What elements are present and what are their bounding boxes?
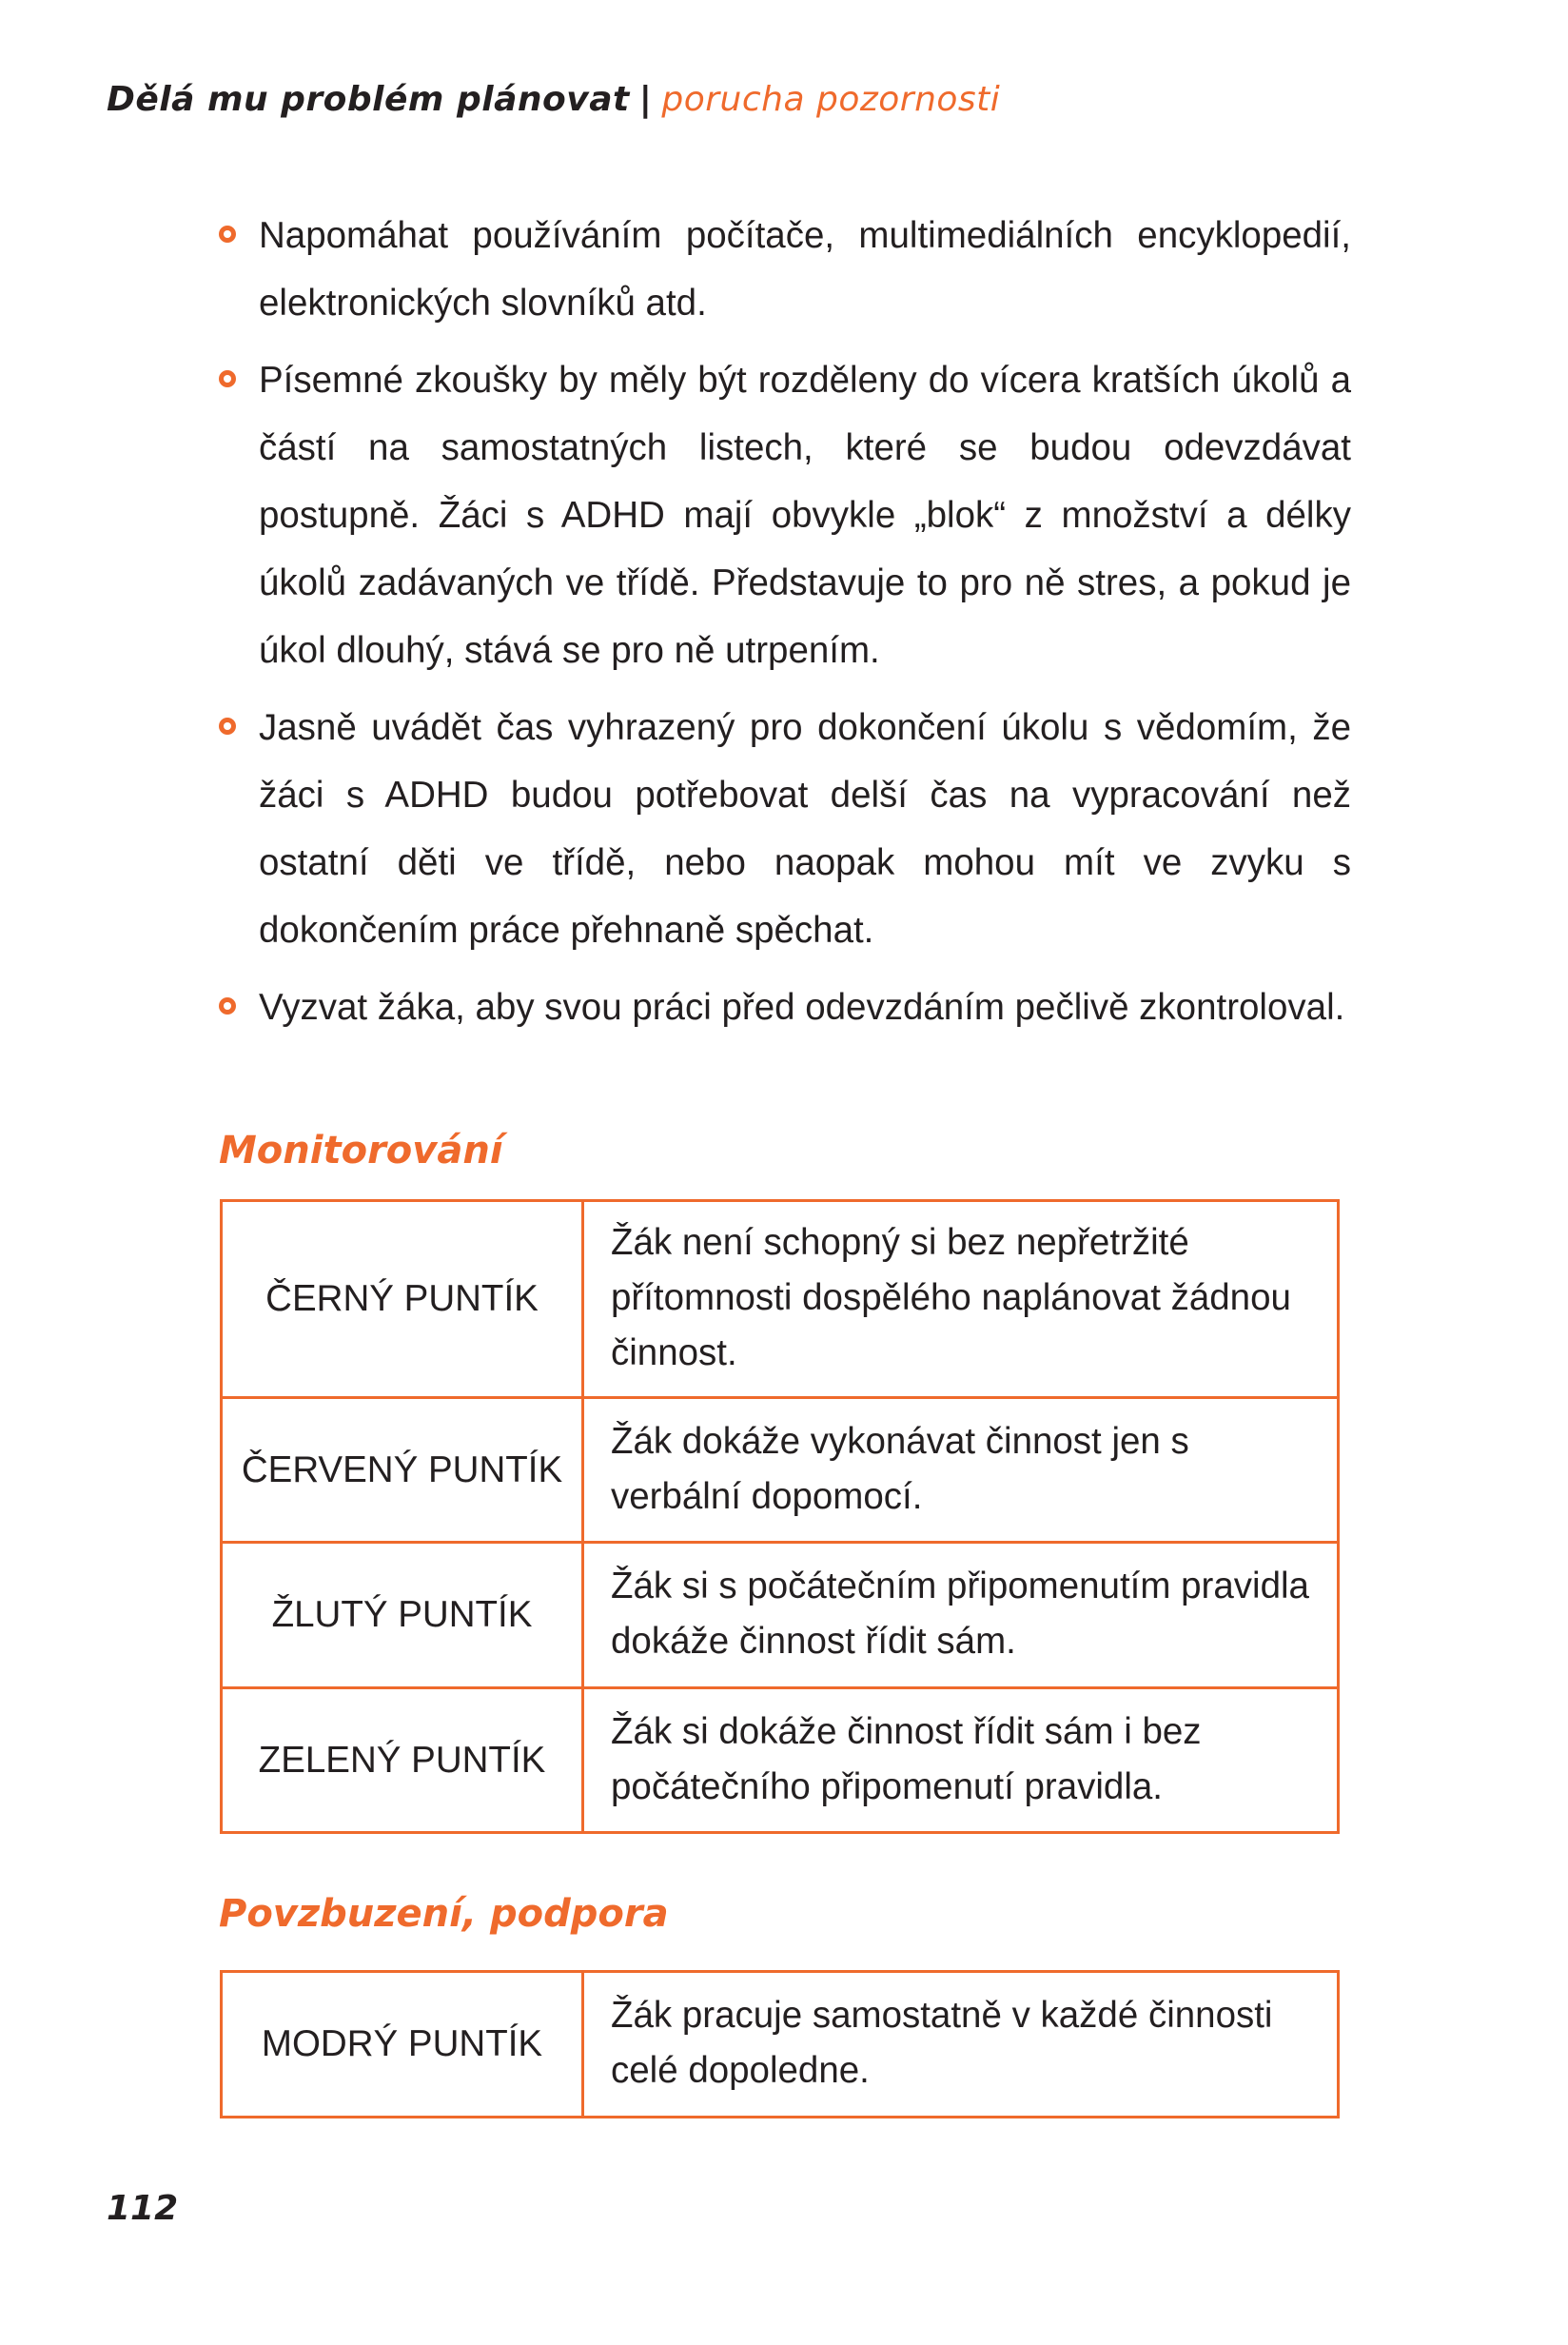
running-head-title: Dělá mu problém plánovat — [107, 80, 630, 119]
level-cell: ZELENÝ PUNTÍK — [222, 1688, 583, 1833]
bullet-text: Jasně uvádět čas vyhrazený pro dokončení úkolu s vědomím, že žáci s ADHD budou potřebovat delší čas na vypracování než ostatní děti ve třídě, nebo naopak mohou mít ve zvyku s dokončením práce přehnaně spěchat. — [259, 707, 1351, 951]
bullet-item — [219, 202, 1351, 337]
bullet-dot-icon — [219, 997, 236, 1015]
table-row — [222, 1972, 1339, 2118]
table-row — [222, 1201, 1339, 1398]
page-number: 112 — [107, 2189, 179, 2228]
description-cell: Žák pracuje samostatně v každé činnosti celé dopoledne. — [583, 1972, 1339, 2118]
level-cell: MODRÝ PUNTÍK — [222, 1972, 583, 2118]
description-cell: Žák není schopný si bez nepřetržité přítomnosti dospělého naplánovat žádnou činnost. — [583, 1201, 1339, 1398]
bullet-list — [219, 202, 1351, 1051]
level-cell: ČERVENÝ PUNTÍK — [222, 1398, 583, 1543]
table-row — [222, 1688, 1339, 1833]
table-row — [222, 1398, 1339, 1543]
bullet-item — [219, 694, 1351, 964]
description-cell: Žák si dokáže činnost řídit sám i bez počátečního připomenutí pravidla. — [583, 1688, 1339, 1833]
running-head-topic: porucha pozornosti — [661, 80, 1001, 119]
monitoring-table — [220, 1199, 1340, 1834]
bullet-dot-icon — [219, 718, 236, 735]
bullet-item — [219, 974, 1351, 1041]
bullet-dot-icon — [219, 226, 236, 243]
table-row — [222, 1543, 1339, 1688]
bullet-dot-icon — [219, 370, 236, 387]
description-cell: Žák dokáže vykonávat činnost jen s verbální dopomocí. — [583, 1398, 1339, 1543]
level-cell: ČERNÝ PUNTÍK — [222, 1201, 583, 1398]
encouragement-table — [220, 1970, 1340, 2118]
running-head-separator: | — [638, 80, 653, 119]
encouragement-heading: Povzbuzení, podpora — [219, 1892, 669, 1936]
monitoring-heading: Monitorování — [219, 1129, 503, 1172]
level-cell: ŽLUTÝ PUNTÍK — [222, 1543, 583, 1688]
running-head — [107, 80, 1000, 119]
bullet-item — [219, 346, 1351, 684]
description-cell: Žák si s počátečním připomenutím pravidla dokáže činnost řídit sám. — [583, 1543, 1339, 1688]
bullet-text: Napomáhat používáním počítače, multimediálních encyklopedií, elektronických slovníků atd. — [259, 215, 1351, 324]
bullet-text: Vyzvat žáka, aby svou práci před odevzdáním pečlivě zkontroloval. — [259, 987, 1345, 1028]
bullet-text: Písemné zkoušky by měly být rozděleny do vícera kratších úkolů a částí na samostatných listech, které se budou odevzdávat postupně. Žáci s ADHD mají obvykle „blok“ z množství a délky úkolů zadávaných ve třídě. Představuje to pro ně stres, a pokud je úkol dlouhý, stává se pro ně utrpením. — [259, 360, 1351, 671]
